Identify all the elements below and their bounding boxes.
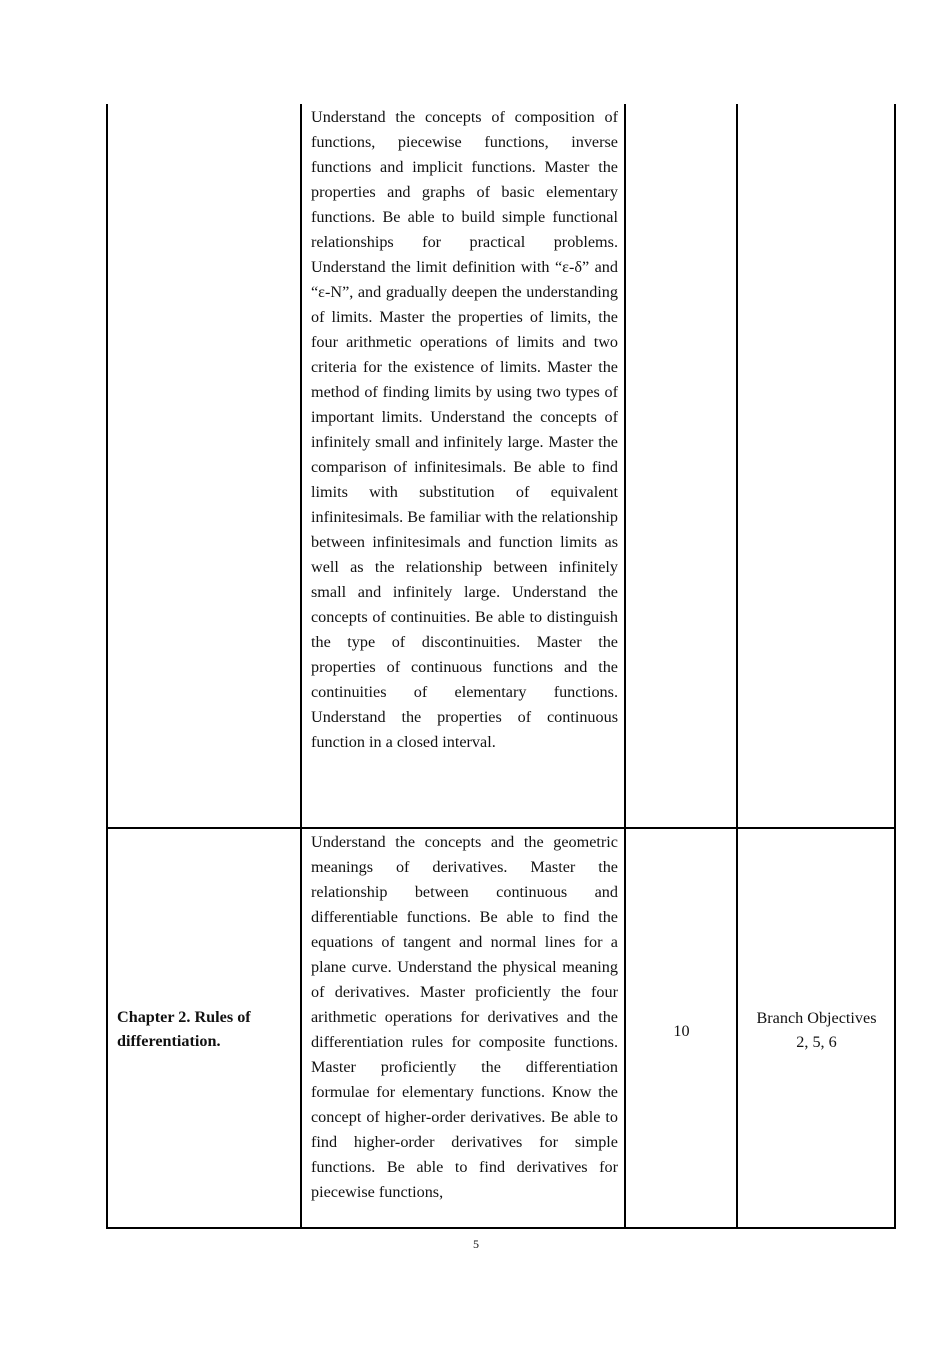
chapter-title-line1: Chapter 2. Rules of <box>117 1008 251 1026</box>
table-border-bottom <box>106 1227 896 1229</box>
row2-chapter-cell <box>117 1005 297 1053</box>
table-border-col3 <box>736 104 738 1228</box>
row2-description-cell <box>311 830 618 1227</box>
row2-objectives-cell <box>738 1006 895 1054</box>
table-border-col1 <box>300 104 302 1228</box>
table-border-col2 <box>624 104 626 1228</box>
objectives-line1: Branch Objectives <box>756 1009 877 1027</box>
row1-description-cell <box>311 105 618 827</box>
row2-description: Understand the concepts and the geometric meanings of derivatives. Master the relationship between continuous and differentiable functions. Be able to find the equations of tangent and normal lines for a plane curve. Understand the physical meaning of derivatives. Master proficiently the four arithmetic operations for derivatives and the differentiation rules for composite functions. Master proficiently the differentiation formulae for elementary functions. Know the concept of higher-order derivatives. Be able to find higher-order derivatives for simple functions. Be able to find derivatives for piecewise functions, <box>311 833 618 1201</box>
row1-description: Understand the concepts of composition of functions, piecewise functions, inverse functions and implicit functions. Master the properties and graphs of basic elementary functions. Be able to build simple functional relationships for practical problems. Understand the limit definition with “ε-δ” and “ε-N”, and gradually deepen the understanding of limits. Master the properties of limits, the four arithmetic operations of limits and two criteria for the existence of limits. Master the method of finding limits by using two types of important limits. Understand the concepts of infinitely small and infinitely large. Master the comparison of infinitesimals. Be able to find limits with substitution of equivalent infinitesimals. Be familiar with the relationship between infinitesimals and function limits as well as the relationship between infinitely small and infinitely large. Understand the concepts of continuities. Be able to distinguish the type of discontinuities. Master the properties of continuous functions and the continuities of elementary functions. Understand the properties of continuous function in a closed interval. <box>311 108 618 751</box>
row-divider <box>106 827 896 829</box>
chapter-title-line2: differentiation. <box>117 1032 221 1050</box>
table-border-right <box>894 104 896 1228</box>
row2-hours: 10 <box>673 1022 690 1040</box>
page-number: 5 <box>473 1237 479 1251</box>
table-border-left <box>106 104 108 1228</box>
objectives-line2: 2, 5, 6 <box>796 1033 837 1051</box>
